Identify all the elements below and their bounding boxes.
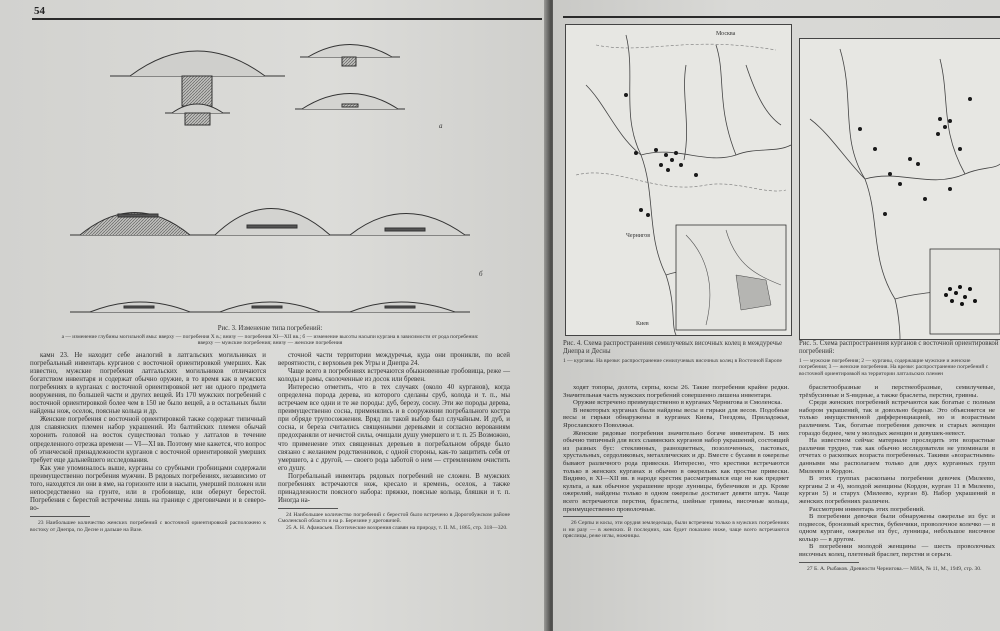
footnote: 24 Наибольшее количество погребений с берестой было встречено в Дорогобужском районе Смоленской области и на р. Березине у дреговичей. [278, 511, 510, 525]
footnote-rule [799, 562, 859, 563]
paragraph: В погребении девочки были обнаружены ожерелье из бус и подвесок, бронзовый крестик, бубенчики, проволочное колечко — в одном кургане, ожерелье из бус, лунницы, небольшое височное кольцо — в другом. [799, 513, 995, 543]
paragraph: Среди женских погребений встречаются как богатые с полным набором украшений, так и довольно бедные. Это объясняется не только имущественной дифференциацией, но и возрастным различием. Так, богатые погребения девочек и старых женщин гораздо беднее, чем у молодых женщин и девушек-невест. [799, 399, 995, 437]
right-page [553, 0, 1000, 631]
paragraph: В погребении молодой женщины — шесть проволочных височных колец, плетеный браслет, перстни и серьги. [799, 543, 995, 559]
paragraph: Погребальный инвентарь рядовых погребений не сложен. В мужских погребениях встречаются нож, кресало и кремень, оселок, а также принадлежности поясного набора: пряжки, поясные кольца, бляшки и т. п. Иногда на- [278, 472, 510, 504]
paragraph: На известном сейчас материале проследить эти возрастные различия трудно, так как обычно исследователи не упоминали в отчетах о раскопках возраста погребенных. Такими «возрастными» данными мы располагаем только для двух курганных групп Милеево и Кордон. [799, 437, 995, 475]
mound-profile [70, 302, 470, 312]
right-text-column-1 [563, 384, 789, 540]
paragraph: В этих группах раскопаны погребения девочек (Милеево, курганы 2 и 4), молодой женщины (Кордон, курган 11 в Милеево, курган 5) и старух (Милеево, курган 8). Набор украшений в женских погребениях различен. [799, 475, 995, 505]
footnote: 25 А. Н. Афанасьев. Поэтические воззрения славян на природу, т. II. М., 1865, стр. 318—320. [286, 525, 508, 532]
figure-label-a: а [439, 122, 443, 130]
paragraph: Рассмотрим инвентарь этих погребений. [809, 505, 925, 513]
paragraph: Женские рядовые погребения значительно богаче инвентарем. В них обычно типичный для всех славянских курганов набор украшений, состоящий из разных бус: стеклянных, разноцветных, позолоченных, пастовых, хрустальных, сердоликовых, металлических и др. Вместе с бусами в ожерелье бывают различного рода привески. Интересно, что крестики встречаются только в женских курганах и обычно в ожерельях как простые привески. Видимо, в XI—XII вв. в народе крестик рассматривался еще не как предмет культа, а как обычное украшение вроде лунницы, бубенчиков и др. Кроме ожерелий, найдены только в одном ожерелье достигает девяти штук. Чаще всего встречаются перстни, браслеты, шейные гривны, височные кольца, преимущественно проволочные. [563, 429, 789, 513]
figure-5-map [799, 38, 1000, 340]
figure-4-caption: Рис. 4. Схема распространения семилучевых височных колец в междуречье Днепра и Десны [563, 340, 783, 355]
footnote: 26 Серпы и косы, эти орудия земледельца, были встречены только в мужских погребениях и ни разу — в женских. В последних, как будет показано ниже, чаще всего встречаются пряслицы, реже иглы, ножницы. [563, 520, 789, 540]
figure-4-legend: 1 — курганы. На врезке: распространение семилучевых височных колец в Восточной Европе [563, 358, 782, 364]
footnote: 23 Наибольшее количество женских погребений с восточной ориентировкой расположено к востоку от Днепра, по Десне и дальше на Вазе. [30, 519, 266, 533]
header-rule [32, 18, 542, 20]
paragraph: камн 23. Не находит себе аналогий в латгальских могильниках и погребальный инвентарь курганов с восточной ориентировкой умерших. Как известно, мужские погребения латгальских могильников отличаются богатством инвентаря и содержат обычно оружие, в то время как в мужских погребениях в курганах с восточной ориентировкой нет ни одного предмета вооружения, по большей части и других вещей. Из 170 мужских погребений с восточной ориентировкой более чем в 150 не было вещей, а в остальных были найдены нож, оселок, поясные кольца и др. [30, 352, 266, 416]
figure-3-barrow-profiles [60, 30, 500, 320]
paragraph: Женские погребения с восточной ориентировкой также содержат типичный для славянских племен набор украшений. Из балтийских племен обычай хоронить головой на восток существовал только у латгалов в течение определенного отрезка времени — VI—XI вв. Поэтому мне кажется, что вопрос об этнической принадлежности курганов с восточной ориентировкой умерших требует еще дальнейшего исследования. [30, 416, 266, 464]
map-drawing [566, 25, 791, 335]
figure-5-legend: 1 — мужские погребения; 2 — курганы, содержащие мужские и женские погребения; 3 — женские погребения. На врезке: распространение погребений с восточной ориентировкой на территории латгальских племен [799, 358, 989, 377]
header-rule [563, 16, 1000, 18]
figure-3-legend: а — изменение глубины могильной ямы: вверху — погребения X в.; внизу — погребения XI—XII вв.; б — изменение высоты насыпи кургана в зависимости от рода погребения: вверху — мужские погребения; внизу — женские погребения [61, 334, 479, 347]
left-text-column-2 [278, 352, 510, 532]
figure-3-caption: Рис. 3. Изменение типа погребений: [217, 325, 323, 332]
paragraph: Как уже упоминалось выше, курганы со срубными гробницами содержали преимущественно погребения мужчин. В рядовых погребениях, независимо от того, находятся ли они в яме, на горизонте или в насыпи, умерший положен или непосредственно на грунте, или в гробовище, или обернут берестой. Погребения с берестой встречены лишь на границе с дреговичами и в северо-во- [30, 464, 266, 512]
paragraph: Интересно отметить, что в тех случаях (около 40 курганов), когда определена порода дерева, из которого сделаны сруб, колода и т. п., мы встречаем все одни и те же породы: дуб, березу, сосну. Эти же породы дерева, преимущественно сосна, применялись и в сооружении погребального костра при обряде трупосожжения. Вряд ли такой выбор был случайным. И дуб, и сосна, и береза считались священными деревьями и согласно верованиям предохраняли от нечистой силы, очищали душу умершего и т. п. 25 Возможно, что применение этих священных деревьев в погребальном обряде было связано с желанием родственников, с одной стороны, как-то защитить себя от умершего, а с другой, — своего рода заботой о нем — стремлением очистить его душу. [278, 384, 510, 472]
figure-4-map [565, 24, 792, 336]
map-drawing [800, 39, 1000, 339]
map-label: Чернигов [626, 233, 651, 239]
figure-5-caption: Рис. 5. Схема распространения курганов с восточной ориентировкой погребений: [799, 340, 999, 355]
left-text-column-1 [30, 352, 266, 533]
footnote-rule [563, 516, 623, 517]
map-label: Москва [716, 31, 736, 37]
mound-profile [70, 209, 470, 236]
paragraph: В некоторых курганах были найдены весы и гирьки для весов. Подобные весы и гирьки обнаружены в курганах Киева, Гнездова, Приладожья, Ярославского Поволжья. [563, 406, 789, 429]
footnote: 27 Б. А. Рыбаков. Древности Чернигова.— МИА, № 11, М., 1949, стр. 30. [807, 565, 982, 572]
paragraph: сточной части территории междуречья, куда они проникли, по всей вероятности, с верховьев рек Угры и Днепра 24. [278, 352, 510, 368]
paragraph: браслетообразные и перстнеобразные, семилучевые, трёхбусинные и S-видные, а также браслеты, перстни, гривны. [799, 384, 995, 399]
right-text-column-2 [799, 384, 995, 572]
paragraph: Чаще всего в погребениях встречаются обыкновенные гробовища, реже — колоды и рамы, сколоченные из досок или бревен. [278, 368, 510, 384]
map-label: Киев [636, 321, 649, 327]
paragraph: Оружие встречено преимущественно в курганах Чернигова и Смоленска. [573, 399, 783, 407]
footnote-rule [30, 516, 90, 517]
page-number: 54 [34, 5, 45, 17]
footnote-rule [278, 508, 338, 509]
figure-label-b: б [479, 270, 483, 278]
paragraph: ходят топоры, долота, серпы, косы 26. Такие погребения крайне редки. Значительная часть мужских погребений совершенно лишена инвентаря. [563, 384, 789, 399]
